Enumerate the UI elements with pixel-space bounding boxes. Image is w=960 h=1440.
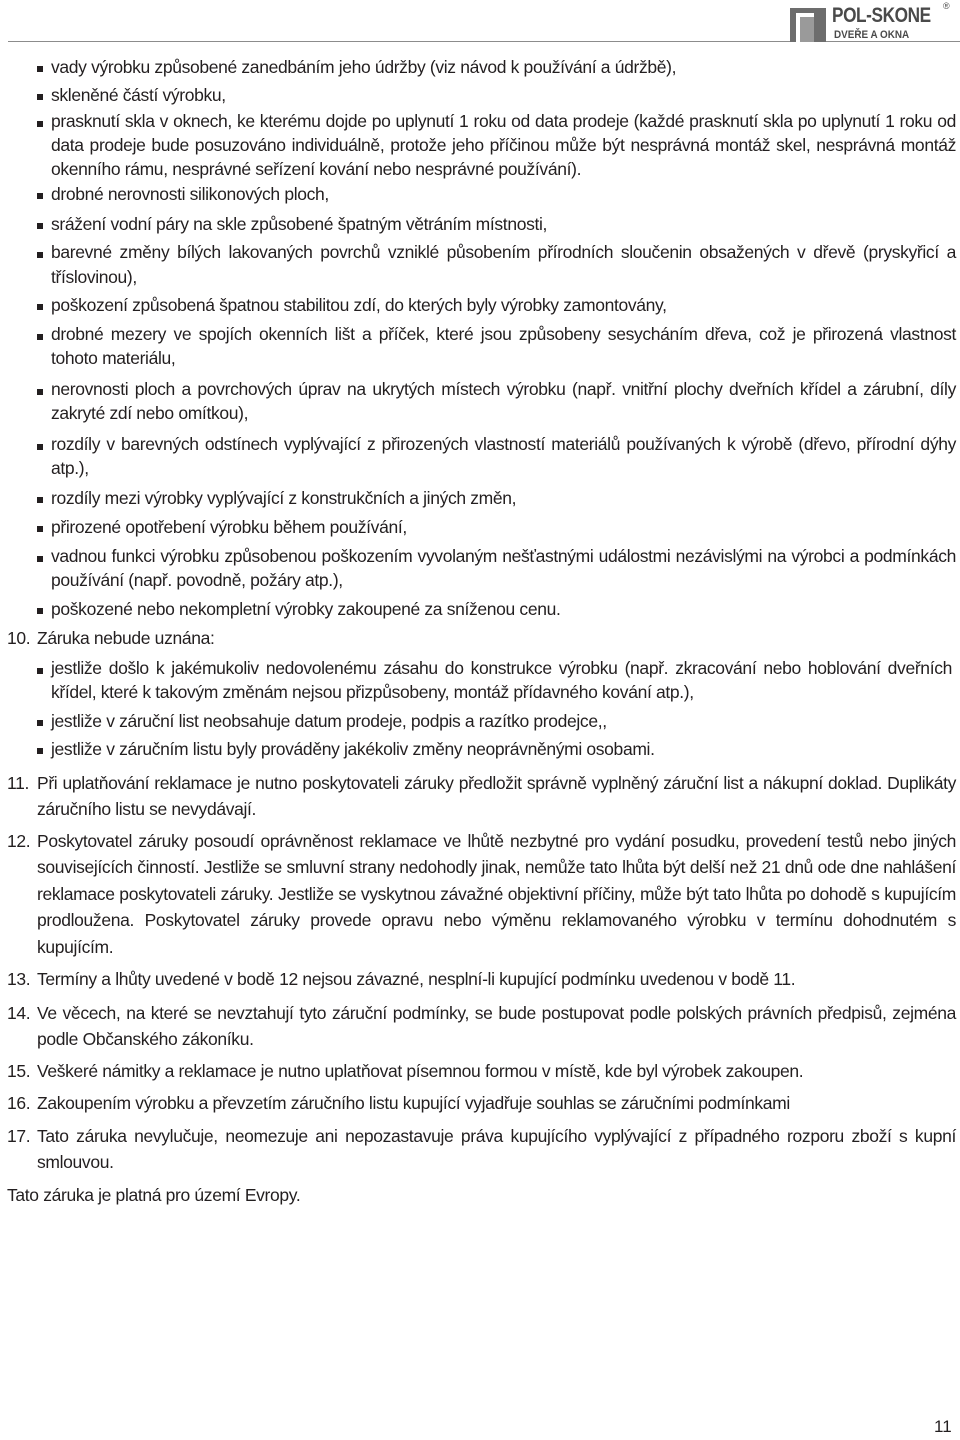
list-item: prasknutí skla v oknech, ke kterému dojde po uplynutí 1 roku od data prodeje (každé prasknutí skla po uplynutí 1 roku od data prodeje bude posuzováno individuálně, protože jeho příčinou může být nesprávná montáž skel, nesprávná montáž okenního rámu, nesprávné seřízení kování nebo nesprávné používání). xyxy=(0,109,960,181)
section-10-list xyxy=(0,656,956,764)
registered-mark: ® xyxy=(943,1,950,11)
section-text: Zakoupením výrobku a převzetím záručního listu kupující vyjadřuje souhlas se záručními podmínkami xyxy=(37,1093,790,1114)
list-item: jestliže v záruční list neobsahuje datum prodeje, podpis a razítko prodejce,, xyxy=(0,708,956,736)
section-15 xyxy=(0,1058,960,1086)
list-item: nerovnosti ploch a povrchových úprav na ukrytých místech výrobku (např. vnitřní plochy dveřních křídel a zárubní, díly zakryté zdí nebo omítkou), xyxy=(0,377,960,426)
section-number: 11. xyxy=(7,772,29,793)
list-item: rozdíly mezi výrobky vyplývající z konstrukčních a jiných změn, xyxy=(0,485,960,513)
list-item: poškozené nebo nekompletní výrobky zakoupené za sníženou cenu. xyxy=(0,596,960,624)
section-16 xyxy=(0,1090,960,1118)
list-item: rozdíly v barevných odstínech vyplývající z přirozených vlastností materiálů používaných k výrobě (dřevo, přírodní dýhy atp.), xyxy=(0,432,960,481)
list-item: přirozené opotřebení výrobku během používání, xyxy=(0,514,960,542)
list-item: vady výrobku způsobené zanedbáním jeho údržby (viz návod k používání a údržbě), xyxy=(0,54,960,82)
list-item: jestliže došlo k jakémukoliv nedovolenému zásahu do konstrukce výrobku (např. zkracování nebo hoblování dveřních křídel, které k takovým změnám nejsou přizpůsobeny, montáž přídavného kování atp.), xyxy=(0,656,956,705)
section-text: Tato záruka nevylučuje, neomezuje ani nepozastavuje práva kupujícího vyplývající z případného rozporu zboží s kupní smlouvou. xyxy=(37,1125,956,1173)
section-number: 10. xyxy=(7,628,31,648)
section-12 xyxy=(0,828,960,961)
exclusion-list xyxy=(0,54,960,623)
section-13 xyxy=(0,966,960,994)
list-item: drobné mezery ve spojích okenních lišt a příček, které jsou způsobeny sesycháním dřeva, což je přirozená vlastnost tohoto materiálu, xyxy=(0,322,960,371)
section-number: 14. xyxy=(7,1002,31,1023)
section-number: 12. xyxy=(7,830,31,851)
section-number: 17. xyxy=(7,1125,31,1146)
list-item: vadnou funkci výrobku způsobenou poškozením vyvolaným nešťastnými událostmi nezávislými na výrobci a podmínkách používání (např. povodně, požáry atp.), xyxy=(0,544,960,593)
brand-logo xyxy=(790,0,960,46)
section-10 xyxy=(0,625,960,764)
section-14 xyxy=(0,1000,960,1053)
section-text: Poskytovatel záruky posoudí oprávněnost reklamace ve lhůtě nezbytné pro vydání posudku, provedení testů nebo jiných souvisejících činností. Jestliže se smluvní strany nedohodly jinak, nemůže tato lhůta být delší než 21 dnů ode dne nahlášení reklamace poskytovateli záruky. Jestliže se vyskytnou závažné objektivní příčiny, může být tato lhůta po dohodě s kupujícím prodloužena. Poskytovatel záruky provede opravu nebo výměnu reklamovaného výrobku v termínu dohodnutém s kupujícím. xyxy=(37,830,956,957)
section-11 xyxy=(0,770,960,822)
section-text: Termíny a lhůty uvedené v bodě 12 nejsou závazné, nesplní-li kupující podmínku uvedenou v bodě 11. xyxy=(37,969,796,990)
list-item: drobné nerovnosti silikonových ploch, xyxy=(0,181,960,209)
page-number: 11 xyxy=(934,1417,952,1436)
section-text: Záruka nebude uznána: xyxy=(37,628,215,648)
door-logo-icon xyxy=(790,8,826,42)
list-item: srážení vodní páry na skle způsobené špatným větráním místnosti, xyxy=(0,211,960,239)
list-item: barevné změny bílých lakovaných povrchů vzniklé působením přírodních sloučenin obsažených v dřevě (pryskyřicí a tříslovinou), xyxy=(0,240,960,289)
section-number: 16. xyxy=(7,1093,31,1114)
brand-name: POL-SKONE xyxy=(832,4,931,27)
section-number: 13. xyxy=(7,969,31,990)
brand-tagline: DVEŘE A OKNA xyxy=(834,29,910,41)
section-text: Při uplatňování reklamace je nutno poskytovateli záruky předložit správně vyplněný záruční list a nákupní doklad. Duplikáty záručního listu se nevydávají. xyxy=(37,772,956,819)
list-item: skleněné částí výrobku, xyxy=(0,82,960,110)
closing-statement: Tato záruka je platná pro území Evropy. xyxy=(7,1184,301,1205)
section-text: Veškeré námitky a reklamace je nutno uplatňovat písemnou formou v místě, kde byl výrobek zakoupen. xyxy=(37,1060,804,1081)
warranty-conditions xyxy=(0,54,960,1209)
list-item: poškození způsobená špatnou stabilitou zdí, do kterých byly výrobky zamontovány, xyxy=(0,292,960,320)
section-17 xyxy=(0,1123,960,1176)
section-text: Ve věcech, na které se nevztahují tyto záruční podmínky, se bude postupovat podle polských právních předpisů, zejména podle Občanského zákoníku. xyxy=(37,1002,956,1050)
section-number: 15. xyxy=(7,1060,31,1081)
list-item: jestliže v záručním listu byly prováděny jakékoliv změny neoprávněnými osobami. xyxy=(0,736,956,764)
